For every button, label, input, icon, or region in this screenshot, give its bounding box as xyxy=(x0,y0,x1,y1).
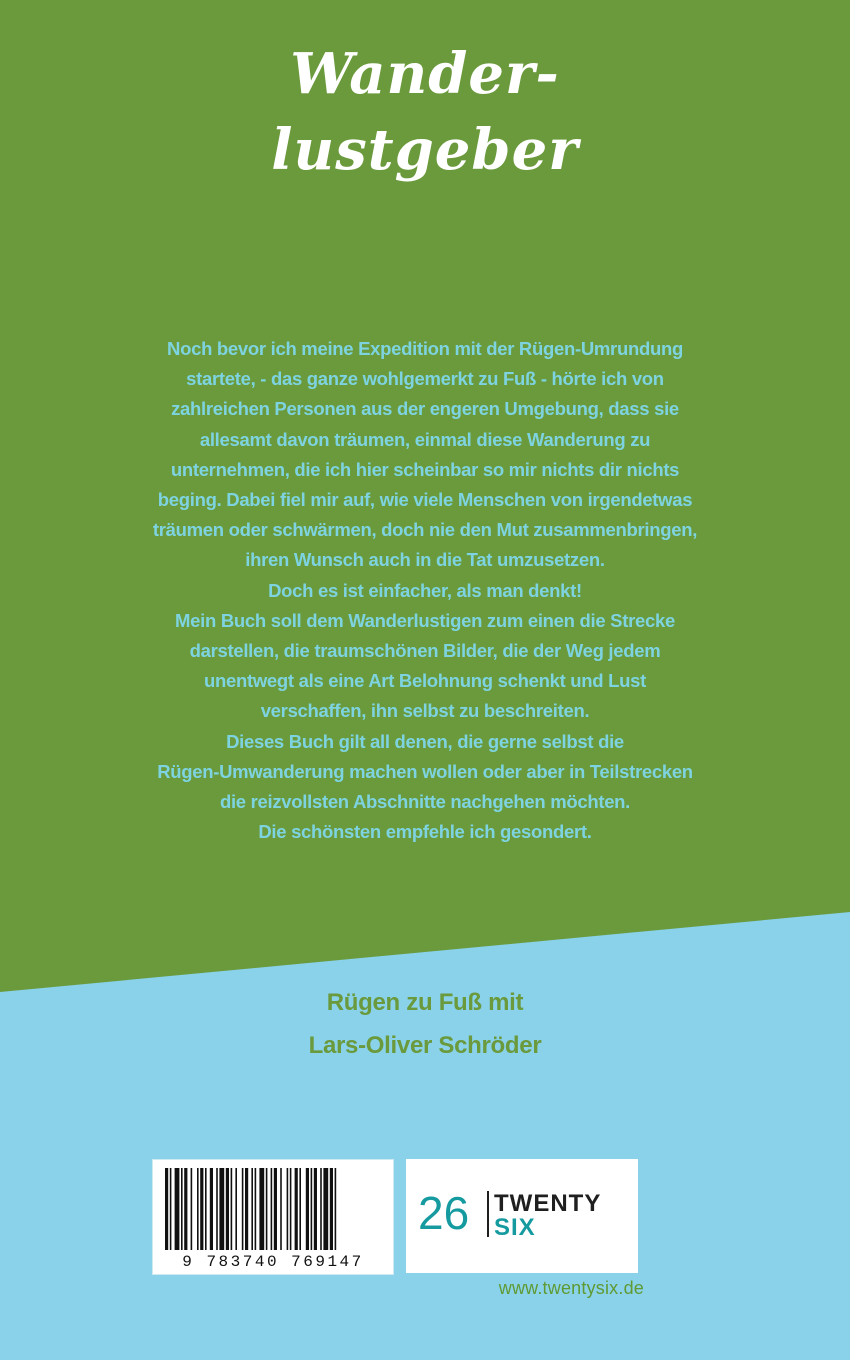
isbn-number: 9 783740 769147 xyxy=(182,1253,364,1271)
publisher-logo-divider xyxy=(487,1191,489,1237)
blurb-line: zahlreichen Personen aus der engeren Umgebung, dass sie xyxy=(171,398,679,420)
barcode-icon xyxy=(153,1160,393,1252)
blurb-line: unentwegt als eine Art Belohnung schenkt und Lust xyxy=(203,670,646,692)
blurb-line: darstellen, die traumschönen Bilder, die der Weg jedem xyxy=(189,640,661,662)
blurb-line: Die schönsten empfehle ich gesondert. xyxy=(258,821,592,843)
blurb-line: Noch bevor ich meine Expedition mit der Rügen-Umrundung xyxy=(167,338,683,359)
blurb-line: Doch es ist einfacher, als man denkt! xyxy=(268,579,582,601)
author-line: Lars-Oliver Schröder xyxy=(308,1032,542,1059)
blurb-line: die reizvollsten Abschnitte nachgehen möchten. xyxy=(219,791,631,813)
isbn-barcode xyxy=(152,1159,394,1275)
publisher-logo-number: 26 xyxy=(418,1187,470,1239)
blurb-line: Mein Buch soll dem Wanderlustigen zum einen die Strecke xyxy=(175,609,675,631)
blurb-line: Rügen-Umwanderung machen wollen oder aber in Teilstrecken xyxy=(157,760,693,782)
blurb-line: startete, - das ganze wohlgemerkt zu Fuß - hörte ich von xyxy=(186,368,664,390)
subtitle-line-1: Rügen zu Fuß mit xyxy=(326,989,524,1016)
publisher-logo xyxy=(406,1159,638,1273)
publisher-website: www.twentysix.de xyxy=(498,1278,644,1298)
blurb-text xyxy=(120,334,730,847)
blurb-line: träumen oder schwärmen, doch nie den Mut zusammenbringen, xyxy=(152,519,698,541)
blurb-line: ihren Wunsch auch in die Tat umzusetzen. xyxy=(245,549,605,571)
publisher-logo-word-1: TWENTY xyxy=(494,1190,602,1217)
title-line-1: Wander- xyxy=(290,41,560,107)
blurb-line: verschaffen, ihn selbst zu beschreiten. xyxy=(260,700,590,722)
publisher-logo-word-2: SIX xyxy=(494,1214,536,1241)
blurb-line: Dieses Buch gilt all denen, die gerne selbst die xyxy=(226,730,624,752)
blurb-line: beging. Dabei fiel mir auf, wie viele Menschen von irgendetwas xyxy=(157,489,693,511)
blurb-line: unternehmen, die ich hier scheinbar so mir nichts dir nichts xyxy=(170,458,680,480)
blurb-line: allesamt davon träumen, einmal diese Wanderung zu xyxy=(199,428,651,450)
title-line-2: lustgeber xyxy=(271,117,579,183)
